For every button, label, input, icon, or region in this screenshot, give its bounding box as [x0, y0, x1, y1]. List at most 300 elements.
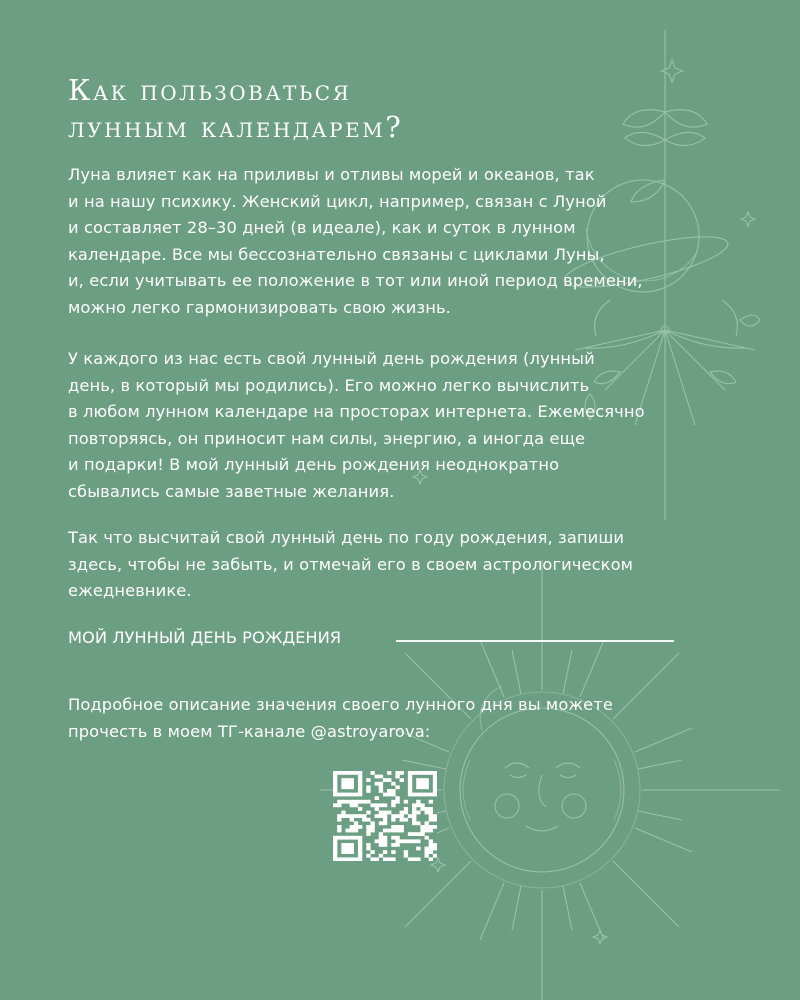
qr-module [404, 811, 408, 815]
qr-module [366, 818, 370, 822]
qr-module [337, 825, 341, 829]
qr-module [429, 843, 433, 847]
qr-module [358, 854, 362, 858]
qr-module [416, 839, 420, 843]
qr-module [408, 789, 412, 793]
qr-module [354, 814, 358, 818]
qr-module [337, 818, 341, 822]
qr-module [416, 847, 420, 851]
qr-module [375, 775, 379, 779]
qr-module [366, 847, 370, 851]
qr-module [433, 814, 437, 818]
qr-module [366, 829, 370, 833]
qr-module [425, 793, 429, 797]
qr-module [408, 778, 412, 782]
qr-module [412, 771, 416, 775]
qr-module [404, 800, 408, 804]
qr-module [400, 839, 404, 843]
qr-module [379, 839, 383, 843]
qr-module [425, 854, 429, 858]
qr-module [350, 782, 354, 786]
qr-module [341, 836, 345, 840]
qr-module [412, 821, 416, 825]
qr-module [341, 850, 345, 854]
qr-module [337, 800, 341, 804]
qr-module [354, 857, 358, 861]
qr-module [345, 778, 349, 782]
qr-module [391, 829, 395, 833]
qr-module [404, 850, 408, 854]
qr-module [404, 818, 408, 822]
qr-module [341, 811, 345, 815]
qr-module [383, 839, 387, 843]
qr-module [412, 839, 416, 843]
qr-module [408, 839, 412, 843]
paragraph-instruction [68, 525, 633, 605]
qr-module [354, 803, 358, 807]
qr-module [350, 829, 354, 833]
qr-module [345, 771, 349, 775]
qr-module [433, 847, 437, 851]
qr-module [429, 850, 433, 854]
qr-module [354, 825, 358, 829]
qr-module [370, 803, 374, 807]
qr-module [429, 811, 433, 815]
qr-module [350, 778, 354, 782]
qr-module [412, 811, 416, 815]
qr-module [400, 771, 404, 775]
title-line: лунным календарем? [68, 110, 404, 144]
qr-module [391, 782, 395, 786]
qr-module [337, 771, 341, 775]
text-line: календаре. Все мы бессознательно связаны с циклами Луны, [68, 244, 605, 264]
qr-module [358, 839, 362, 843]
qr-module [379, 832, 383, 836]
qr-module [416, 782, 420, 786]
qr-module [337, 836, 341, 840]
qr-module [375, 782, 379, 786]
text-line: повторяясь, он приносит нам силы, энергию, а иногда еще [68, 428, 586, 448]
qr-module [412, 818, 416, 822]
qr-module [416, 811, 420, 815]
qr-module [333, 771, 337, 775]
text-line: ежедневнике. [68, 581, 192, 600]
qr-module [379, 836, 383, 840]
qr-module [420, 782, 424, 786]
qr-module [375, 796, 379, 800]
title-line: Как пользоваться [68, 73, 352, 107]
qr-module [408, 832, 412, 836]
text-line: и составляет 28–30 дней (в идеале), как и суток в лунном [68, 218, 576, 237]
qr-module [420, 793, 424, 797]
qr-module [345, 782, 349, 786]
qr-module [408, 775, 412, 779]
qr-module [425, 771, 429, 775]
qr-module [345, 785, 349, 789]
paragraph-lunar-birthday [68, 346, 645, 505]
qr-module [379, 789, 383, 793]
qr-module [429, 818, 433, 822]
qr-module [383, 778, 387, 782]
qr-module [354, 793, 358, 797]
qr-module [395, 843, 399, 847]
qr-module [383, 843, 387, 847]
qr-module [350, 825, 354, 829]
qr-module [370, 825, 374, 829]
qr-module [333, 793, 337, 797]
qr-module [358, 785, 362, 789]
qr-module [337, 857, 341, 861]
qr-module [420, 771, 424, 775]
qr-module [366, 825, 370, 829]
qr-module [366, 789, 370, 793]
qr-module [345, 847, 349, 851]
qr-module [366, 854, 370, 858]
qr-module [358, 775, 362, 779]
qr-module [391, 843, 395, 847]
qr-module [412, 807, 416, 811]
qr-module [341, 793, 345, 797]
qr-module [383, 829, 387, 833]
qr-module [400, 778, 404, 782]
qr-module [354, 771, 358, 775]
qr-module [350, 847, 354, 851]
text-line: Подробное описание значения своего лунного дня вы можете [68, 695, 613, 714]
qr-module [358, 793, 362, 797]
qr-module [429, 814, 433, 818]
qr-module [425, 811, 429, 815]
qr-module [395, 836, 399, 840]
qr-module [345, 814, 349, 818]
qr-module [345, 793, 349, 797]
qr-module [333, 857, 337, 861]
text-line: в любом лунном календаре на просторах интернета. Ежемесячно [68, 402, 645, 421]
qr-module [379, 782, 383, 786]
qr-module [400, 811, 404, 815]
qr-module [375, 807, 379, 811]
qr-module [379, 821, 383, 825]
qr-module [366, 832, 370, 836]
qr-module [420, 829, 424, 833]
qr-module [416, 778, 420, 782]
qr-module [433, 775, 437, 779]
qr-module [345, 850, 349, 854]
text-line: здесь, чтобы не забыть, и отмечай его в своем астрологическом [68, 554, 634, 574]
text-line: и на нашу психику. Женский цикл, например, связан с Луной [68, 191, 607, 211]
qr-module [366, 811, 370, 815]
qr-module [345, 843, 349, 847]
qr-module [391, 818, 395, 822]
qr-module [362, 800, 366, 804]
qr-module [391, 800, 395, 804]
qr-module [425, 821, 429, 825]
page-title [68, 72, 403, 146]
qr-module [358, 857, 362, 861]
qr-module [366, 843, 370, 847]
qr-module [387, 829, 391, 833]
qr-module [333, 778, 337, 782]
qr-module [358, 778, 362, 782]
qr-module [387, 778, 391, 782]
qr-module [395, 825, 399, 829]
qr-module [366, 800, 370, 804]
qr-module [395, 796, 399, 800]
qr-module [383, 857, 387, 861]
qr-module [433, 782, 437, 786]
qr-module [404, 839, 408, 843]
qr-code[interactable] [333, 771, 437, 861]
qr-module [404, 854, 408, 858]
qr-module [354, 821, 358, 825]
qr-module [433, 789, 437, 793]
qr-module [350, 843, 354, 847]
qr-module [433, 778, 437, 782]
qr-module [412, 832, 416, 836]
qr-module [391, 850, 395, 854]
qr-module [420, 803, 424, 807]
qr-module [366, 778, 370, 782]
qr-module [416, 793, 420, 797]
qr-module [358, 782, 362, 786]
qr-module [333, 839, 337, 843]
qr-module [379, 814, 383, 818]
qr-module [412, 857, 416, 861]
qr-module [358, 814, 362, 818]
qr-module [379, 843, 383, 847]
qr-module [391, 825, 395, 829]
qr-module [337, 793, 341, 797]
qr-module [425, 778, 429, 782]
qr-module [425, 825, 429, 829]
qr-module [358, 843, 362, 847]
qr-module [383, 811, 387, 815]
qr-module [341, 785, 345, 789]
qr-module [391, 789, 395, 793]
qr-module [350, 785, 354, 789]
qr-module [425, 782, 429, 786]
qr-module [429, 793, 433, 797]
qr-module [387, 857, 391, 861]
qr-module [383, 814, 387, 818]
qr-module [433, 793, 437, 797]
qr-module [433, 818, 437, 822]
qr-module [395, 800, 399, 804]
qr-module [425, 785, 429, 789]
qr-module [350, 836, 354, 840]
qr-module [350, 793, 354, 797]
qr-module [333, 847, 337, 851]
qr-module [383, 836, 387, 840]
qr-module [341, 800, 345, 804]
qr-module [333, 789, 337, 793]
qr-module [387, 789, 391, 793]
qr-module [375, 814, 379, 818]
qr-module [412, 803, 416, 807]
qr-module [420, 825, 424, 829]
qr-module [345, 857, 349, 861]
text-line: день, в который мы родились). Его можно легко вычислить [68, 375, 590, 395]
qr-module [333, 850, 337, 854]
qr-module [379, 854, 383, 858]
qr-module [358, 800, 362, 804]
qr-module [416, 832, 420, 836]
qr-module [416, 821, 420, 825]
qr-module [433, 825, 437, 829]
qr-module [429, 771, 433, 775]
qr-module [375, 857, 379, 861]
qr-module [358, 825, 362, 829]
qr-module [429, 839, 433, 843]
qr-module [370, 821, 374, 825]
text-line: и, если учитывать ее положение в тот или иной период времени, [68, 271, 643, 290]
paragraph-telegram [68, 692, 613, 745]
qr-module [375, 803, 379, 807]
qr-module [358, 807, 362, 811]
qr-module [400, 818, 404, 822]
qr-module [341, 857, 345, 861]
qr-module [333, 785, 337, 789]
qr-module [408, 857, 412, 861]
qr-module [416, 771, 420, 775]
qr-module [366, 785, 370, 789]
qr-module [425, 850, 429, 854]
qr-module [350, 803, 354, 807]
qr-module [362, 814, 366, 818]
qr-module [345, 836, 349, 840]
qr-module [333, 843, 337, 847]
qr-module [358, 789, 362, 793]
qr-module [333, 782, 337, 786]
qr-module [375, 839, 379, 843]
qr-module [433, 785, 437, 789]
qr-module [354, 836, 358, 840]
qr-module [408, 771, 412, 775]
qr-module [429, 847, 433, 851]
qr-module [387, 793, 391, 797]
qr-module [370, 771, 374, 775]
qr-module [362, 818, 366, 822]
qr-module [412, 814, 416, 818]
qr-module [400, 814, 404, 818]
qr-module [408, 793, 412, 797]
qr-module [425, 836, 429, 840]
qr-module [333, 854, 337, 858]
qr-module [383, 793, 387, 797]
qr-module [404, 807, 408, 811]
qr-module [337, 814, 341, 818]
qr-module [350, 814, 354, 818]
qr-module [408, 785, 412, 789]
qr-module [379, 775, 383, 779]
qr-module [416, 857, 420, 861]
qr-module [350, 850, 354, 854]
qr-module [425, 807, 429, 811]
qr-module [395, 785, 399, 789]
qr-module [333, 836, 337, 840]
qr-module [383, 850, 387, 854]
qr-module [420, 832, 424, 836]
qr-module [358, 771, 362, 775]
qr-module [354, 800, 358, 804]
qr-module [400, 829, 404, 833]
qr-module [395, 814, 399, 818]
qr-module [429, 857, 433, 861]
qr-module [341, 778, 345, 782]
qr-module [379, 785, 383, 789]
qr-module [400, 825, 404, 829]
qr-module [370, 850, 374, 854]
text-line: Луна влияет как на приливы и отливы морей и океанов, так [68, 165, 595, 184]
qr-module [391, 857, 395, 861]
qr-module [341, 771, 345, 775]
text-line: Так что высчитай свой лунный день по году рождения, запиши [68, 528, 624, 547]
qr-module [420, 785, 424, 789]
text-line: сбывались самые заветные желания. [68, 481, 395, 501]
qr-module [370, 829, 374, 833]
qr-module [333, 775, 337, 779]
qr-module [391, 803, 395, 807]
qr-module [395, 775, 399, 779]
qr-module [333, 803, 337, 807]
qr-module [358, 847, 362, 851]
qr-module [391, 814, 395, 818]
qr-module [337, 803, 341, 807]
qr-module [420, 778, 424, 782]
birthday-label: МОЙ ЛУННЫЙ ДЕНЬ РОЖДЕНИЯ [68, 628, 342, 647]
qr-module [383, 803, 387, 807]
qr-module [408, 782, 412, 786]
qr-module [425, 829, 429, 833]
qr-module [429, 829, 433, 833]
birthday-write-line[interactable] [396, 640, 674, 642]
qr-module [358, 850, 362, 854]
qr-module [345, 829, 349, 833]
qr-module [395, 839, 399, 843]
qr-module [379, 811, 383, 815]
text-line: можно легко гармонизировать свою жизнь. [68, 297, 451, 317]
qr-module [429, 825, 433, 829]
qr-module [416, 800, 420, 804]
qr-module [341, 782, 345, 786]
qr-module [341, 843, 345, 847]
qr-module [429, 807, 433, 811]
qr-module [433, 854, 437, 858]
qr-module [345, 800, 349, 804]
qr-module [341, 814, 345, 818]
qr-module [433, 843, 437, 847]
qr-module [416, 785, 420, 789]
text-line: и подарки! В мой лунный день рождения неоднократно [68, 455, 560, 474]
qr-module [395, 829, 399, 833]
qr-module [391, 836, 395, 840]
text-line: прочесть в моем ТГ-канале @astroyarova: [68, 721, 431, 741]
qr-module [429, 800, 433, 804]
qr-module [341, 847, 345, 851]
qr-module [350, 771, 354, 775]
qr-module [425, 847, 429, 851]
qr-module [350, 800, 354, 804]
qr-module [395, 771, 399, 775]
qr-module [408, 814, 412, 818]
qr-module [387, 811, 391, 815]
qr-module [416, 803, 420, 807]
qr-module [370, 857, 374, 861]
qr-module [358, 836, 362, 840]
paragraph-moon-influence [68, 162, 643, 321]
qr-module [354, 829, 358, 833]
qr-module [391, 793, 395, 797]
qr-module [350, 857, 354, 861]
